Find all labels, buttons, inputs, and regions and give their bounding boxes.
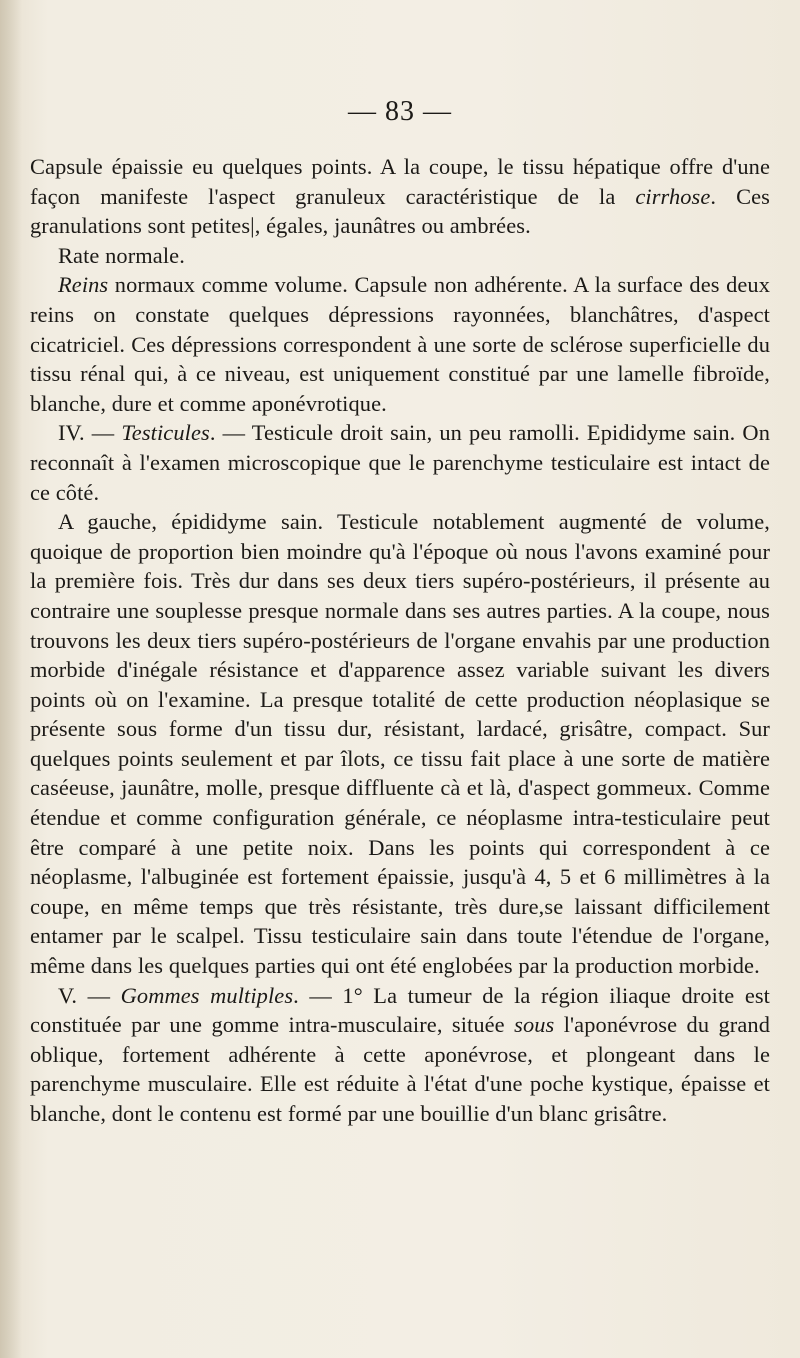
italic-text-run: Reins: [58, 272, 109, 298]
paragraph-left-testicle: [30, 507, 770, 981]
text-run: IV. —: [58, 420, 122, 446]
text-run: Rate normale.: [58, 242, 185, 268]
text-run: normaux comme volume. Capsule non adhérente. A la surface des deux reins on constate quelques dépressions rayonnées, blanchâtres, d'aspect cicatriciel. Ces dépressions correspondent à une sorte de sclérose superficielle du tissu rénal qui, à ce niveau, est uniquement constitué par une lamelle fibroïde, blanche, dure et comme aponévrotique.: [30, 272, 770, 416]
paragraph-liver-capsule: [30, 152, 770, 241]
text-run: A gauche, épididyme sain. Testicule notablement augmenté de volume, quoique de proportion bien moindre qu'à l'époque où nous l'avons examiné pour la première fois. Très dur dans ses deux tiers supéro-postérieurs, il présente au contraire une souplesse presque normale dans ses autres parties. A la coupe, nous trouvons les deux tiers supéro-postérieurs de l'organe envahis par une production morbide d'inégale résistance et d'apparence assez variable suivant les divers points où on l'examine. La presque totalité de cette production néoplasique se présente sous forme d'un tissu dur, résistant, lardacé, grisâtre, compact. Sur quelques points seulement et par îlots, ce tissu fait place à une sorte de matière caséeuse, jaunâtre, molle, presque diffluente cà et là, d'aspect gommeux. Comme étendue et comme configuration générale, ce néoplasme intra-testiculaire peut être comparé à une petite noix. Dans les points qui correspondent à ce néoplasme, l'albuginée est fortement épaissie, jusqu'à 4, 5 et 6 millimètres à la coupe, en même temps que très résistante, très dure,se laissant difficilement entamer par le scalpel. Tissu testiculaire sain dans toute l'étendue de l'organe, même dans les quelques parties qui ont été englobées par la production morbide.: [30, 509, 770, 979]
italic-text-run: sous: [514, 1012, 555, 1038]
text-run: . Ces granulations sont petites|, égales, jaunâtres ou ambrées.: [30, 183, 770, 239]
italic-text-run: cirrhose: [635, 183, 711, 209]
italic-text-run: Gommes multiples: [120, 982, 294, 1008]
text-run: . — 1° La tumeur de la région iliaque droite est constituée par une gomme intra-musculaire, située: [30, 982, 771, 1038]
body-text: [30, 152, 770, 1129]
paragraph-multiple-gummas: [30, 981, 770, 1129]
text-run: Capsule épaissie eu quelques points. A la coupe, le tissu hépatique offre d'une façon manifeste l'aspect granuleux caractéristique de la: [30, 154, 770, 209]
italic-text-run: Testicules: [121, 420, 210, 446]
text-run: V. —: [58, 982, 121, 1008]
text-run: . — Testicule droit sain, un peu ramolli. Epididyme sain. On reconnaît à l'examen microscopique que le parenchyme testiculaire est intact de ce côté.: [30, 420, 770, 505]
text-run: l'aponévrose du grand oblique, fortement adhérente à cette aponévrose, et plongeant dans le parenchyme musculaire. Elle est réduite à l'état d'une poche kystique, épaisse et blanche, dont le contenu est formé par une bouillie d'un blanc grisâtre.: [30, 1012, 770, 1126]
paragraph-kidneys: [30, 270, 770, 418]
paragraph-testicles-heading: [30, 418, 770, 507]
paragraph-spleen: [30, 241, 770, 271]
page-number: — 83 —: [348, 96, 452, 127]
binding-gutter-shadow: [0, 0, 22, 1358]
